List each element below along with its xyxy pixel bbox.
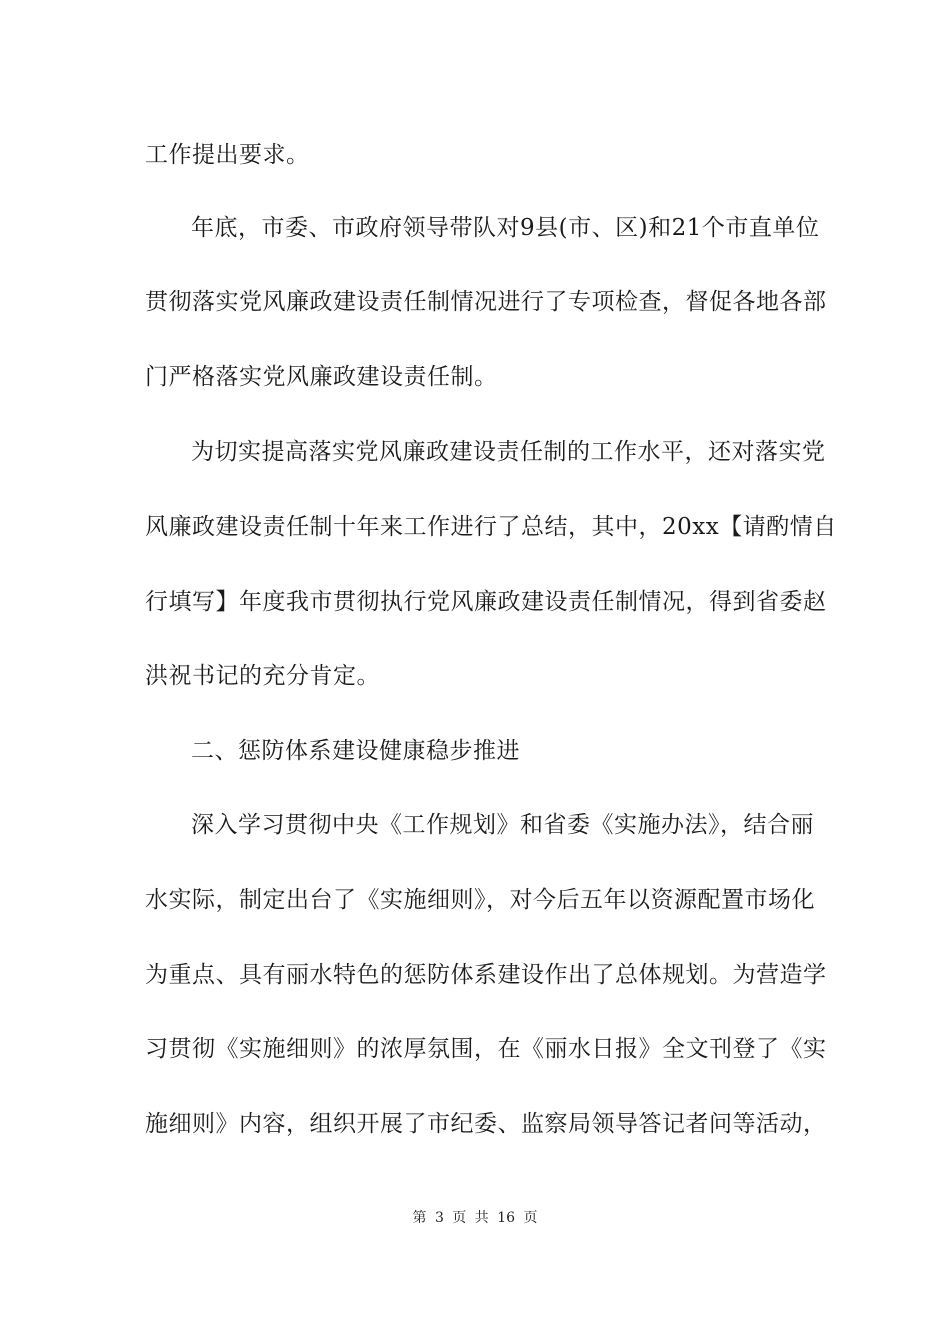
paragraph-system-line-3: 为重点、具有丽水特色的惩防体系建设作出了总体规划。为营造学 xyxy=(145,962,827,988)
page-number-footer: 第 3 页 共 16 页 xyxy=(412,1210,538,1226)
paragraph-system-line-5: 施细则》内容，组织开展了市纪委、监察局领导答记者问等活动， xyxy=(145,1111,827,1137)
paragraph-year-end-line-2: 贯彻落实党风廉政建设责任制情况进行了专项检查，督促各地各部 xyxy=(145,289,827,315)
paragraph-system-line-2: 水实际，制定出台了《实施细则》，对今后五年以资源配置市场化 xyxy=(145,887,815,913)
paragraph-summary-line-2: 风廉政建设责任制十年来工作进行了总结，其中，20xx【请酌情自 xyxy=(145,514,837,540)
paragraph-system-line-4: 习贯彻《实施细则》的浓厚氛围，在《丽水日报》全文刊登了《实 xyxy=(145,1036,827,1062)
paragraph-summary-line-3: 行填写】年度我市贯彻执行党风廉政建设责任制情况，得到省委赵 xyxy=(145,589,827,615)
paragraph-year-end-line-1: 年底，市委、市政府领导带队对9县(市、区)和21个市直单位 xyxy=(191,215,820,241)
paragraph-summary-line-1: 为切实提高落实党风廉政建设责任制的工作水平，还对落实党 xyxy=(191,439,826,465)
paragraph-summary-line-4: 洪祝书记的充分肯定。 xyxy=(145,663,380,689)
text-line-continuation: 工作提出要求。 xyxy=(145,142,310,168)
paragraph-system-line-1: 深入学习贯彻中央《工作规划》和省委《实施办法》，结合丽 xyxy=(191,812,814,838)
section-heading: 二、惩防体系建设健康稳步推进 xyxy=(191,738,520,764)
paragraph-year-end-line-3: 门严格落实党风廉政建设责任制。 xyxy=(145,364,498,390)
